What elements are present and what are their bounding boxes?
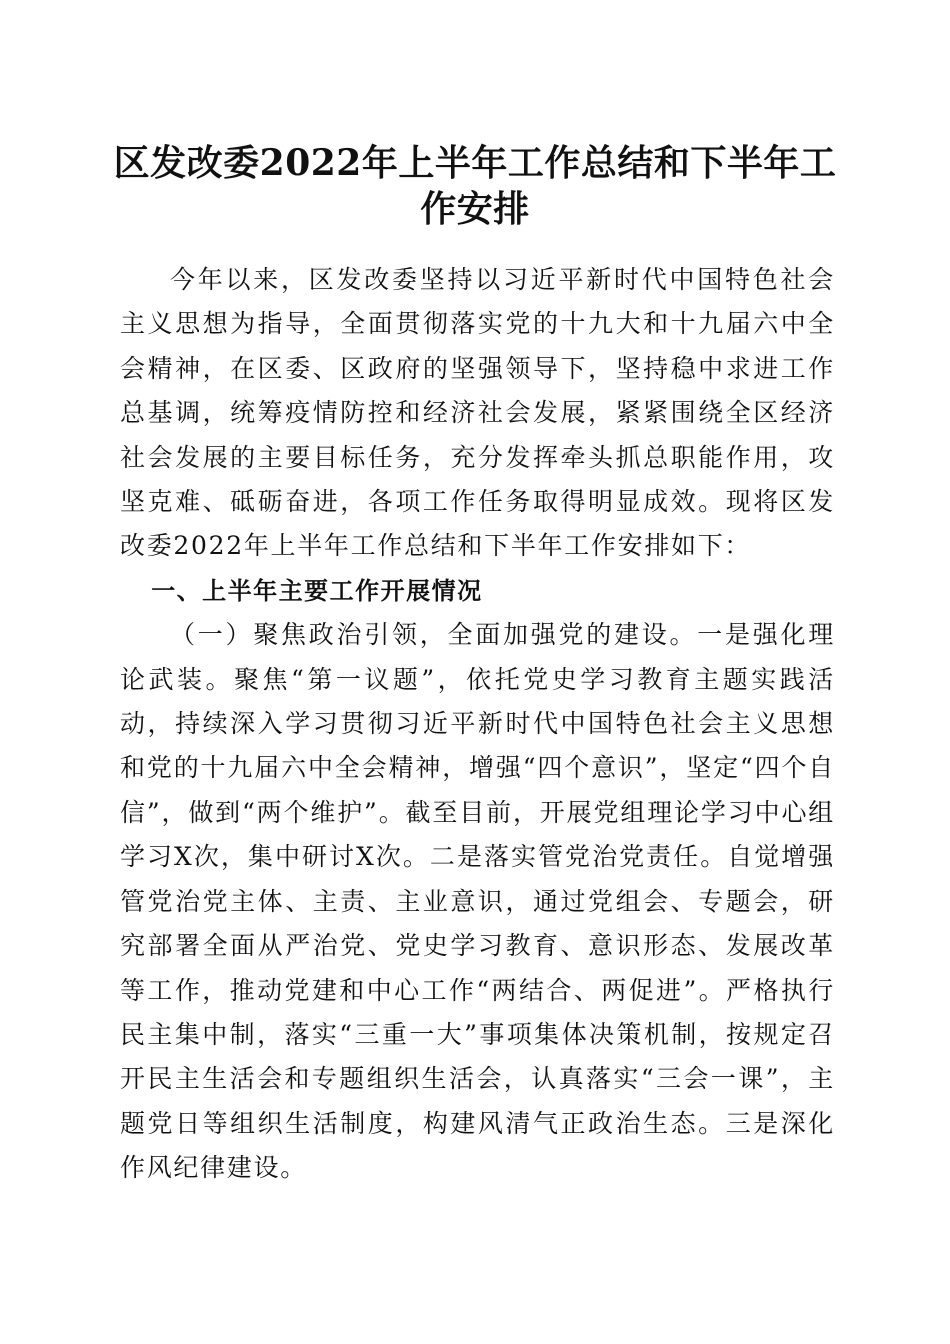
section-paragraph: （一）聚焦政治引领，全面加强党的建设。一是强化理论武装。聚焦“第一议题”，依托党史学习教育主题实践活动，持续深入学习贯彻习近平新时代中国特色社会主义思想和党的十九届六中全会精神，增强“四个意识”，坚定“四个自信”，做到“两个维护”。截至目前，开展党组理论学习中心组学习X次，集中研讨X次。二是落实管党治党责任。自觉增强管党治党主体、主责、主业意识，通过党组会、专题会，研究部署全面从严治党、党史学习教育、意识形态、发展改革等工作，推动党建和中心工作“两结合、两促进”。严格执行民主集中制，落实“三重一大”事项集体决策机制，按规定召开民主生活会和专题组织生活会，认真落实“三会一课”，主题党日等组织生活制度，构建风清气正政治生态。三是深化作风纪律建设。 — [120, 620, 835, 1183]
section-heading: 一、上半年主要工作开展情况 — [151, 576, 483, 605]
document-body — [120, 258, 835, 1191]
document-title: 区发改委2022年上半年工作总结和下半年工作安排 — [113, 142, 837, 230]
intro-paragraph: 今年以来，区发改委坚持以习近平新时代中国特色社会主义思想为指导，全面贯彻落实党的十九大和十九届六中全会精神，在区委、区政府的坚强领导下，坚持稳中求进工作总基调，统筹疫情防控和经济社会发展，紧紧围绕全区经济社会发展的主要目标任务，充分发挥牵头抓总职能作用，攻坚克难、砥砺奋进，各项工作任务取得明显成效。现将区发改委2022年上半年工作总结和下半年工作安排如下： — [120, 265, 835, 561]
